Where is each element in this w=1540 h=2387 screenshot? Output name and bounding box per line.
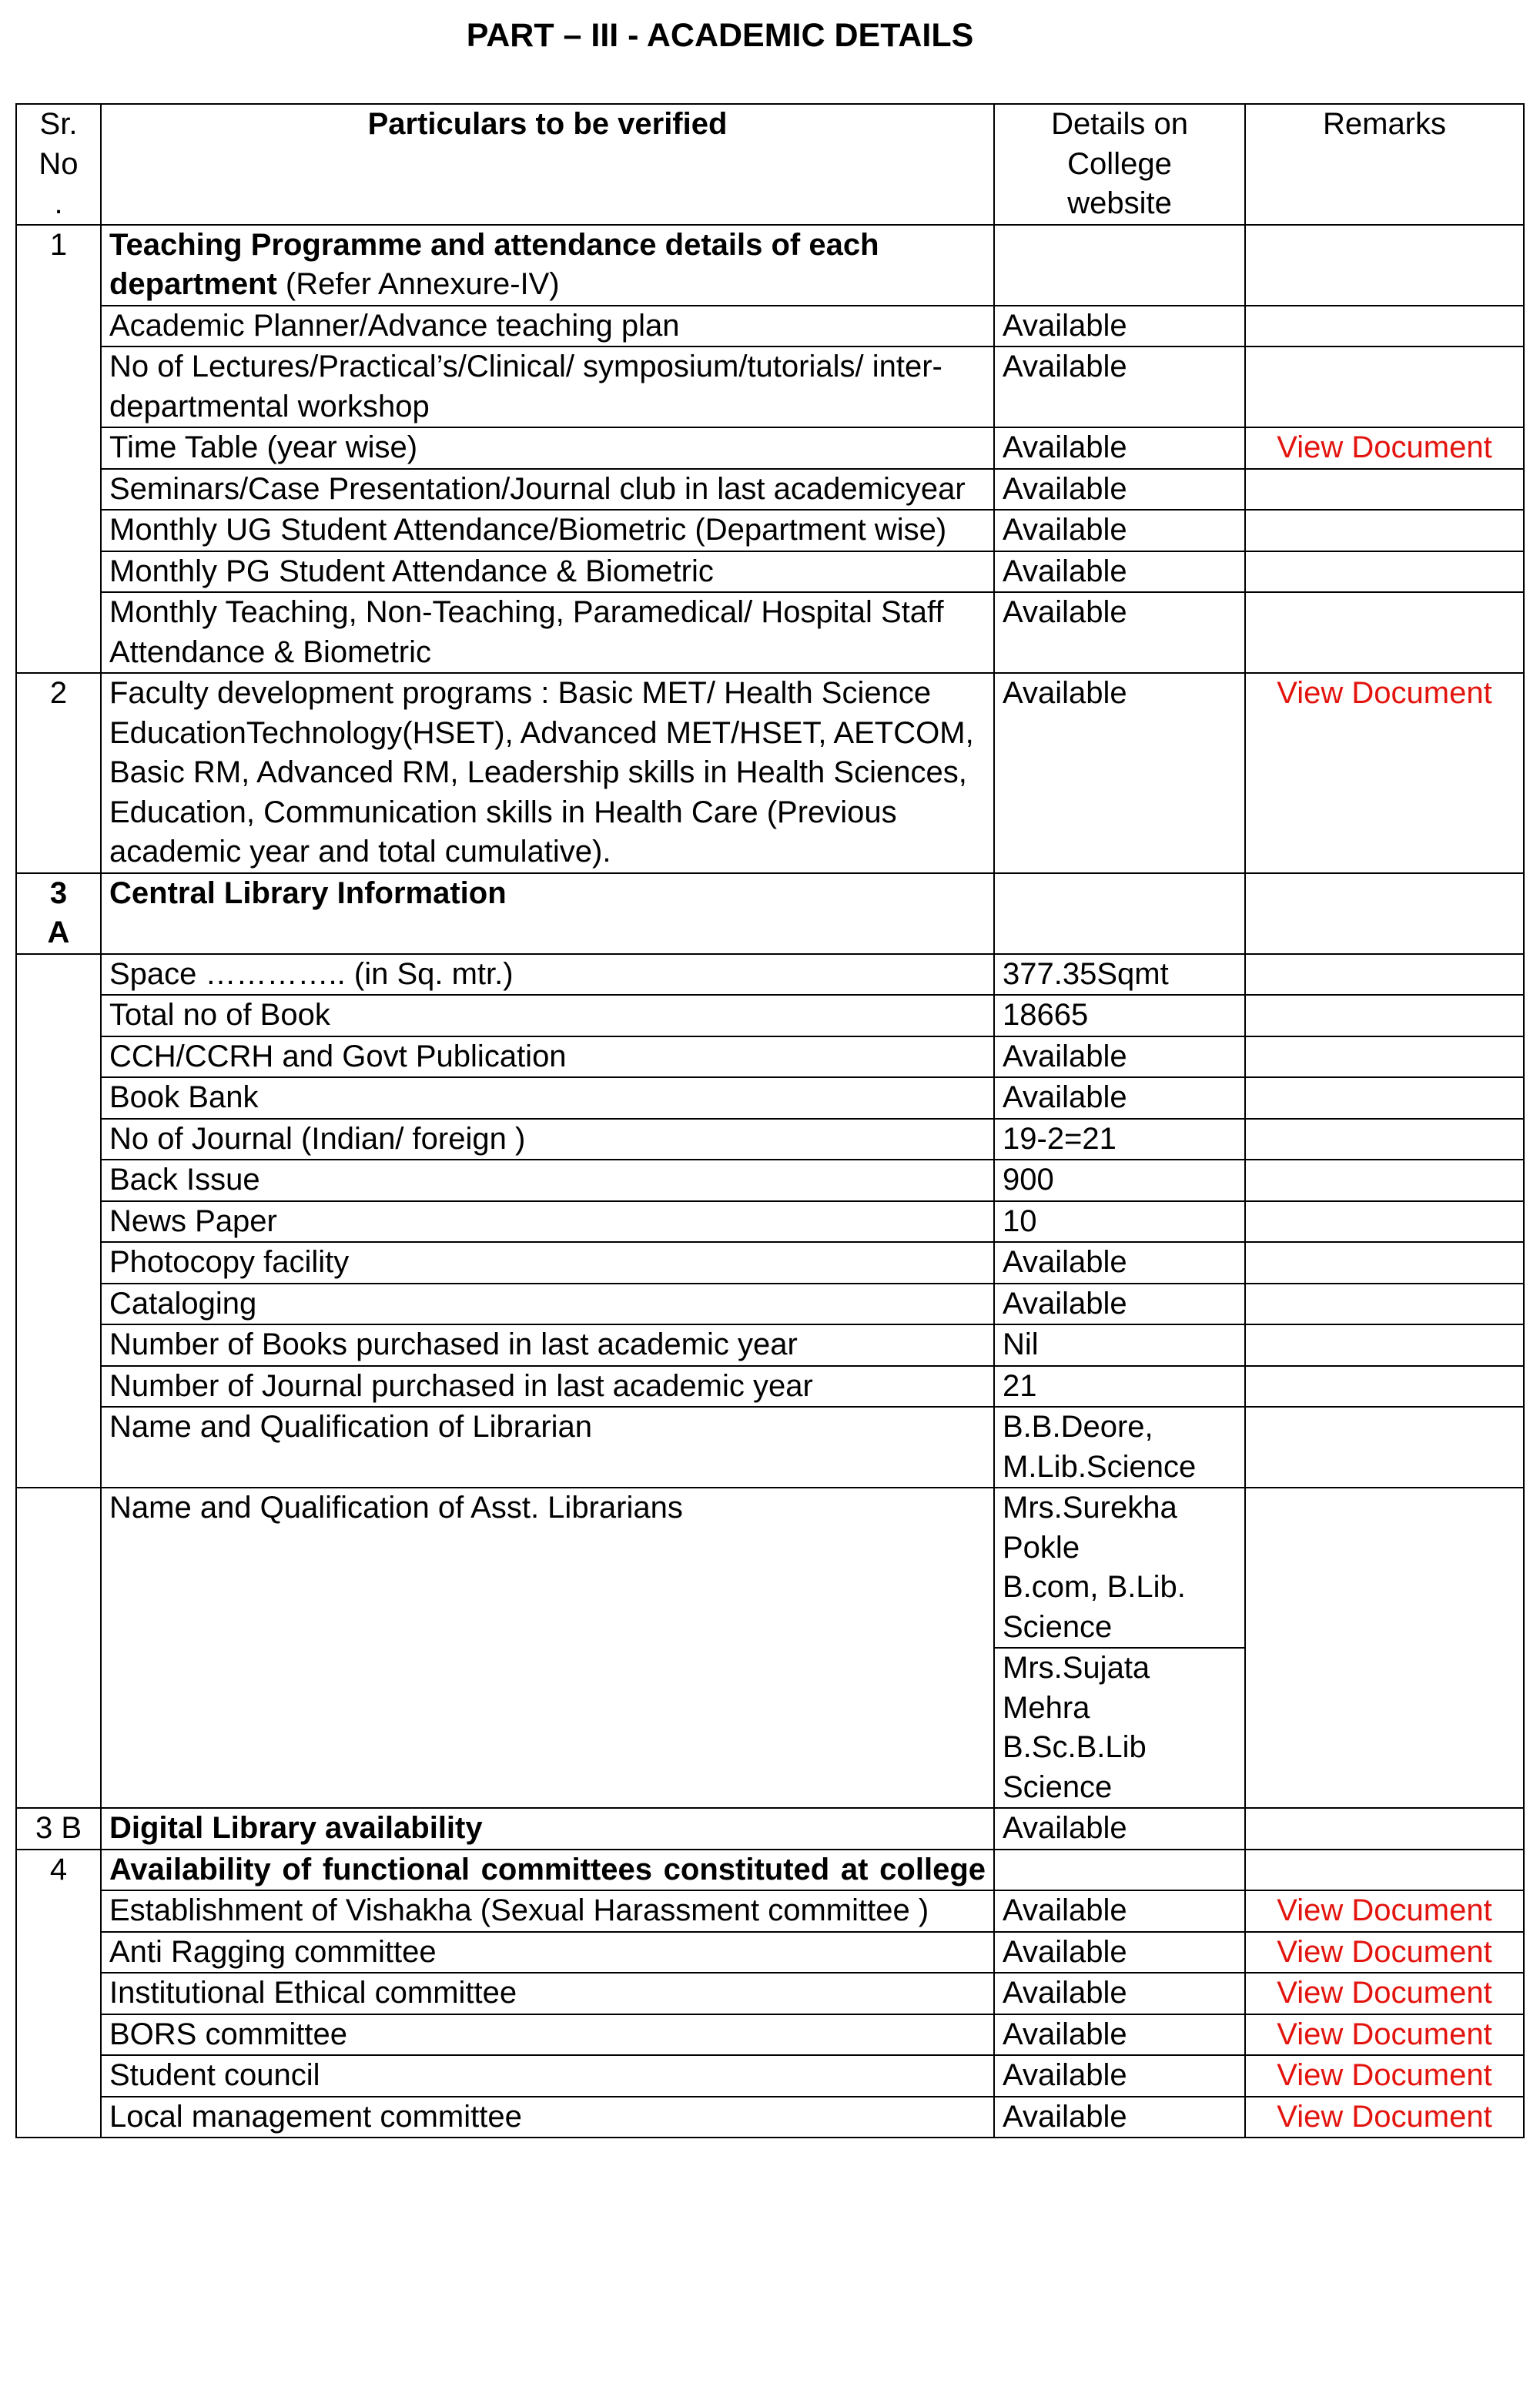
table-row: Space ………….. (in Sq. mtr.) 377.35Sqmt (16, 954, 1524, 996)
header-particulars: Particulars to be verified (101, 104, 994, 225)
table-row: Monthly UG Student Attendance/Biometric (Department wise) Available (16, 510, 1524, 551)
table-row: 2 Faculty development programs : Basic MET/ Health Science EducationTechnology(HSET), Advanced MET/HSET, AETCOM, Basic RM, Advanced RM, Leadership skills in Health Sciences, Education, Communication skills in Health Care (Previous academic year and total cumulative). Available View Document (16, 673, 1524, 873)
table-row: Name and Qualification of Librarian B.B.Deore, M.Lib.Science (16, 1407, 1524, 1488)
sr-no-cell: 1 (16, 225, 101, 674)
asst-librarian-2: Mrs.Sujata Mehra B.Sc.B.Lib Science (994, 1648, 1245, 1808)
table-row (16, 1850, 1524, 1891)
table-row: News Paper 10 (16, 1201, 1524, 1243)
table-row: Photocopy facility Available (16, 1242, 1524, 1284)
table-row: 3 B Digital Library availability Available (16, 1808, 1524, 1850)
view-document-link[interactable]: View Document (1245, 673, 1524, 873)
sr-no-cell: 2 (16, 673, 101, 873)
view-document-link[interactable]: View Document (1245, 2097, 1524, 2138)
sr-no-cell: 3 B (16, 1808, 101, 1850)
header-remarks: Remarks (1245, 104, 1524, 225)
asst-librarian-1: Mrs.Surekha Pokle B.com, B.Lib. Science (994, 1488, 1245, 1648)
table-row: No of Journal (Indian/ foreign ) 19-2=21 (16, 1119, 1524, 1160)
table-row: Number of Books purchased in last academic year Nil (16, 1324, 1524, 1366)
table-row: Back Issue 900 (16, 1160, 1524, 1201)
view-document-link[interactable]: View Document (1245, 1932, 1524, 1974)
table-row: Monthly Teaching, Non-Teaching, Paramedical/ Hospital Staff Attendance & Biometric Available (16, 592, 1524, 673)
academic-details-table (15, 103, 1525, 2138)
view-document-link[interactable]: View Document (1245, 1973, 1524, 2014)
sr-no-cell: 3 A (16, 873, 101, 954)
table-row: Local management committee Available View Document (16, 2097, 1524, 2138)
librarian-value: B.B.Deore, M.Lib.Science (994, 1407, 1245, 1488)
table-row: Institutional Ethical committee Available View Document (16, 1973, 1524, 2014)
table-row: Establishment of Vishakha (Sexual Harassment committee ) Available View Document (16, 1890, 1524, 1932)
table-row: Monthly PG Student Attendance & Biometric Available (16, 551, 1524, 593)
table-row: CCH/CCRH and Govt Publication Available (16, 1036, 1524, 1078)
page-title: PART – III - ACADEMIC DETAILS (466, 17, 974, 54)
view-document-link[interactable]: View Document (1245, 1890, 1524, 1932)
view-document-link[interactable]: View Document (1245, 2014, 1524, 2056)
table-row (16, 873, 1524, 954)
table-row: Total no of Book 18665 (16, 995, 1524, 1036)
table-row: No of Lectures/Practical’s/Clinical/ symposium/tutorials/ inter-departmental workshop Available (16, 346, 1524, 427)
table-row: Name and Qualification of Asst. Librarians Mrs.Surekha Pokle B.com, B.Lib. Science (16, 1488, 1524, 1648)
table-row: Student council Available View Document (16, 2055, 1524, 2097)
table-row: Time Table (year wise) Available View Document (16, 427, 1524, 469)
section-heading: Teaching Programme and attendance details of each department (Refer Annexure-IV) (101, 225, 994, 306)
table-header-row (16, 104, 1524, 225)
header-sr-no: Sr. No . (16, 104, 101, 225)
sr-no-cell: 4 (16, 1850, 101, 2138)
section-heading: Availability of functional committees constituted at college (101, 1850, 994, 1891)
table-row: Number of Journal purchased in last academic year 21 (16, 1366, 1524, 1408)
table-row (16, 225, 1524, 306)
view-document-link[interactable]: View Document (1245, 427, 1524, 469)
table-row: Academic Planner/Advance teaching plan Available (16, 306, 1524, 347)
table-row: BORS committee Available View Document (16, 2014, 1524, 2056)
header-details: Details on College website (994, 104, 1245, 225)
table-row: Book Bank Available (16, 1077, 1524, 1119)
table-row: Anti Ragging committee Available View Document (16, 1932, 1524, 1974)
view-document-link[interactable]: View Document (1245, 2055, 1524, 2097)
table-row: Seminars/Case Presentation/Journal club in last academicyear Available (16, 469, 1524, 511)
section-heading: Central Library Information (101, 873, 994, 954)
table-row: Cataloging Available (16, 1284, 1524, 1325)
